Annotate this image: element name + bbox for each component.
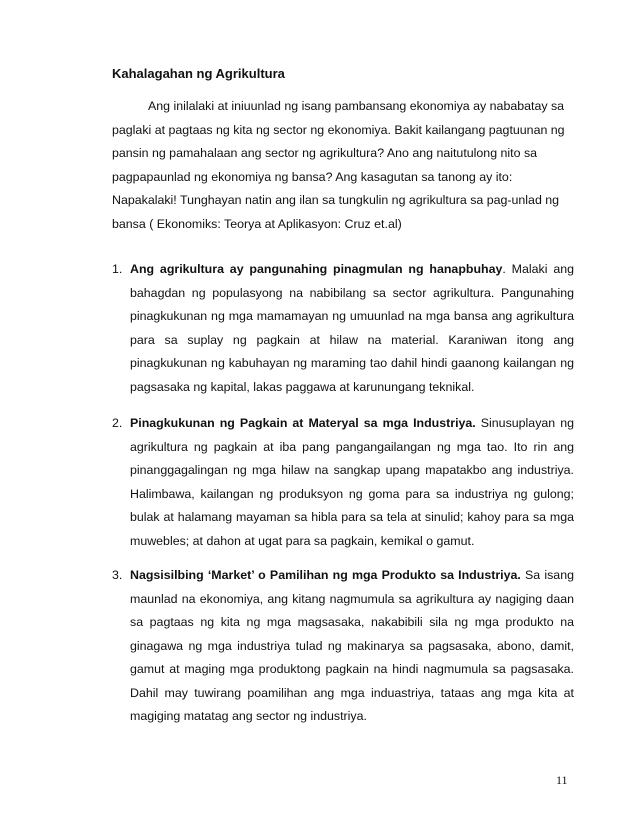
page-title: Kahalagahan ng Agrikultura [112,66,285,81]
list-item-number: 1. [112,262,123,276]
list-item-body: Sinusuplayan ng agrikultura ng pagkain at iba pang pangangailangan ng mga tao. Ito rin ang pinanggagalingan ng mga hilaw na sangkap upang mapatakbo ang industriya. Halimbawa, kailangan ng produksyon ng goma para sa industriya ng gulong; bulak at halamang mayaman sa hibla para sa tela at sinulid; kahoy para sa mga muwebles; at dahon at ugat para sa pagkain, kemikal o gamut. [130,416,574,548]
list-item-number: 2. [112,416,123,430]
list-item-heading: Pinagkukunan ng Pagkain at Materyal sa mga Industriya. [130,416,476,430]
list-item [112,412,574,553]
list-item-heading: Nagsisilbing ‘Market’ o Pamilihan ng mga Produkto sa Industriya. [130,568,521,582]
list-item-body: Sa isang maunlad na ekonomiya, ang kitang nagmumula sa agrikultura ay nagiging daan sa pagtaas ng kita ng mga magsasaka, nakabibili sila ng mga produkto na ginagawa ng mga industriya tulad ng makinarya sa pagsasaka, abono, damit, gamut at maging mga produktong pagkain na hindi nagmumula sa pagsasaka. Dahil may tuwirang poamilihan ang mga induastriya, tataas ang mga kita at magiging matatag ang sector ng industriya. [130,568,574,723]
list-item [112,564,574,729]
functions-list-2 [112,412,574,553]
intro-paragraph: Ang inilalaki at iniuunlad ng isang pambansang ekonomiya ay nababatay sa paglaki at pagtaas ng kita ng sector ng ekonomiya. Bakit kailangang pagtuunan ng pansin ng pamahalaan ang sector ng agrikultura? Ano ang naitutulong nito sa pagpapaunlad ng ekonomiya ng bansa? Ang kasagutan sa tanong ay ito: Napakalaki! Tunghayan natin ang ilan sa tungkulin ng agrikultura sa pag-unlad ng bansa ( Ekonomiks: Teorya at Aplikasyon: Cruz et.al) [112,99,565,231]
list-item [112,258,574,399]
functions-list-3 [112,564,574,729]
list-item-number: 3. [112,568,123,582]
list-item-heading: Ang agrikultura ay pangunahing pinagmulan ng hanapbuhay [130,262,503,276]
list-item-body: . Malaki ang bahagdan ng populasyong na nabibilang sa sector agrikultura. Pangunahing pinagkukunan ng mga mamamayan ng umuunlad na mga bansa ang agrikultura para sa suplay ng pagkain at hilaw na material. Karaniwan itong ang pinagkukunan ng kabuhayan ng maraming tao dahil hindi gaanong kailangan ng pagsasaka ng kapital, lakas paggawa at karunungang teknikal. [130,262,574,394]
page-number: 11 [556,773,568,787]
functions-list [112,258,574,399]
